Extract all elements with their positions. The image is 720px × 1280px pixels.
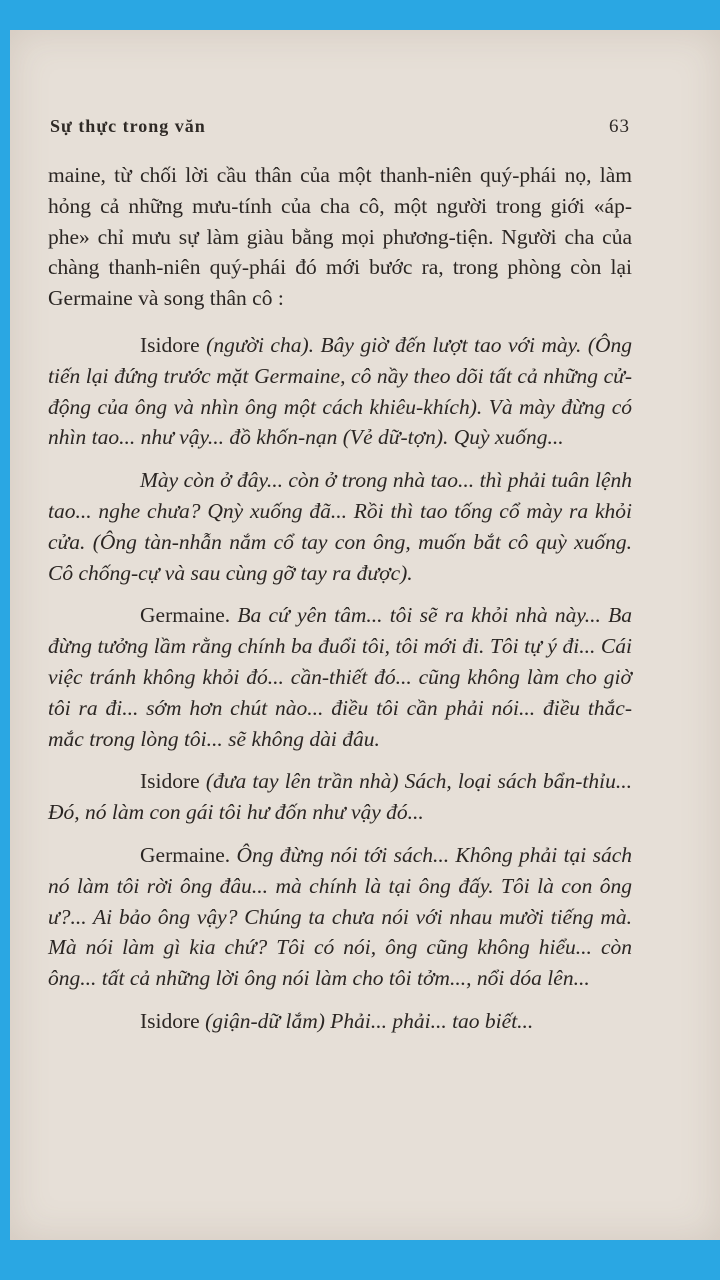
body-text — [48, 160, 632, 1049]
speaker-name: Isidore — [140, 332, 200, 357]
dialogue-text: (giận-dữ lắm) Phải... phải... tao biết... — [205, 1008, 534, 1033]
speaker-name: Isidore — [140, 769, 200, 794]
dialogue-text: (người cha). Bây giờ đến lượt tao với mày. (Ông tiến lại đứng trước mặt Germaine, cô nầy theo dõi tất cả những cử-động của ông và nhìn ông một cách khiêu-khích). Và mày đừng có nhìn tao... như vậy... đồ khốn-nạn (Vẻ dữ-tợn). Quỳ xuống... — [48, 332, 633, 450]
paragraph-germaine-1 — [48, 600, 632, 754]
paragraph-intro: maine, từ chối lời cầu thân của một thanh-niên quý-phái nọ, làm hỏng cả những mưu-tính của cha cô, một người trong giới «áp-phe» chỉ mưu sự làm giàu bằng mọi phương-tiện. Người cha của chàng thanh-niên quý-phái đó mới bước ra, trong phòng còn lại Germaine và song thân cô : — [48, 163, 632, 311]
dialogue-text: Ba cứ yên tâm... tôi sẽ ra khỏi nhà này... Ba đừng tưởng lầm rằng chính ba đuổi tôi, tôi mới đi. Tôi tự ý đi... Cái việc tránh không khỏi đó... cần-thiết đó... cũng không làm cho giờ tôi ra đi... sớm hơn chút nào... điều tôi cần phải nói... điều thắc-mắc trong lòng tôi... sẽ không dài đâu. — [48, 603, 633, 751]
book-page — [10, 30, 720, 1240]
running-title: Sự thực trong văn — [50, 116, 206, 136]
speaker-name: Germaine. — [140, 603, 231, 628]
speaker-name: Isidore — [140, 1008, 200, 1033]
dialogue-text: (đưa tay lên trần nhà) Sách, loại sách bẩn-thỉu... Đó, nó làm con gái tôi hư đốn như vậy đó... — [48, 769, 632, 825]
paragraph-isidore-3 — [48, 766, 632, 828]
paragraph-germaine-2 — [48, 840, 632, 994]
page-number: 63 — [609, 116, 630, 137]
page-header — [50, 116, 630, 138]
speaker-name: Germaine. — [140, 842, 231, 867]
paragraph-isidore-1 — [48, 330, 632, 453]
paragraph-isidore-4 — [48, 1006, 632, 1037]
paragraph-isidore-2: Mày còn ở đây... còn ở trong nhà tao... thì phải tuân lệnh tao... nghe chưa? Qnỳ xuống đã... Rồi thì tao tống cổ mày ra khỏi cửa. (Ông tàn-nhẫn nắm cổ tay con ông, muốn bắt cô quỳ xuống. Cô chống-cự và sau cùng gỡ tay ra được). — [48, 468, 632, 585]
dialogue-text: Ông đừng nói tới sách... Không phải tại sách nó làm tôi rời ông đâu... mà chính là tại ông đấy. Tôi là con ông ư?... Ai bảo ông vậy? Chúng ta chưa nói với nhau mười tiếng mà. Mà nói làm gì kia chứ? Tôi có nói, ông cũng không hiểu... còn ông... tất cả những lời ông nói làm cho tôi tởm..., nổi dóa lên... — [48, 842, 632, 991]
